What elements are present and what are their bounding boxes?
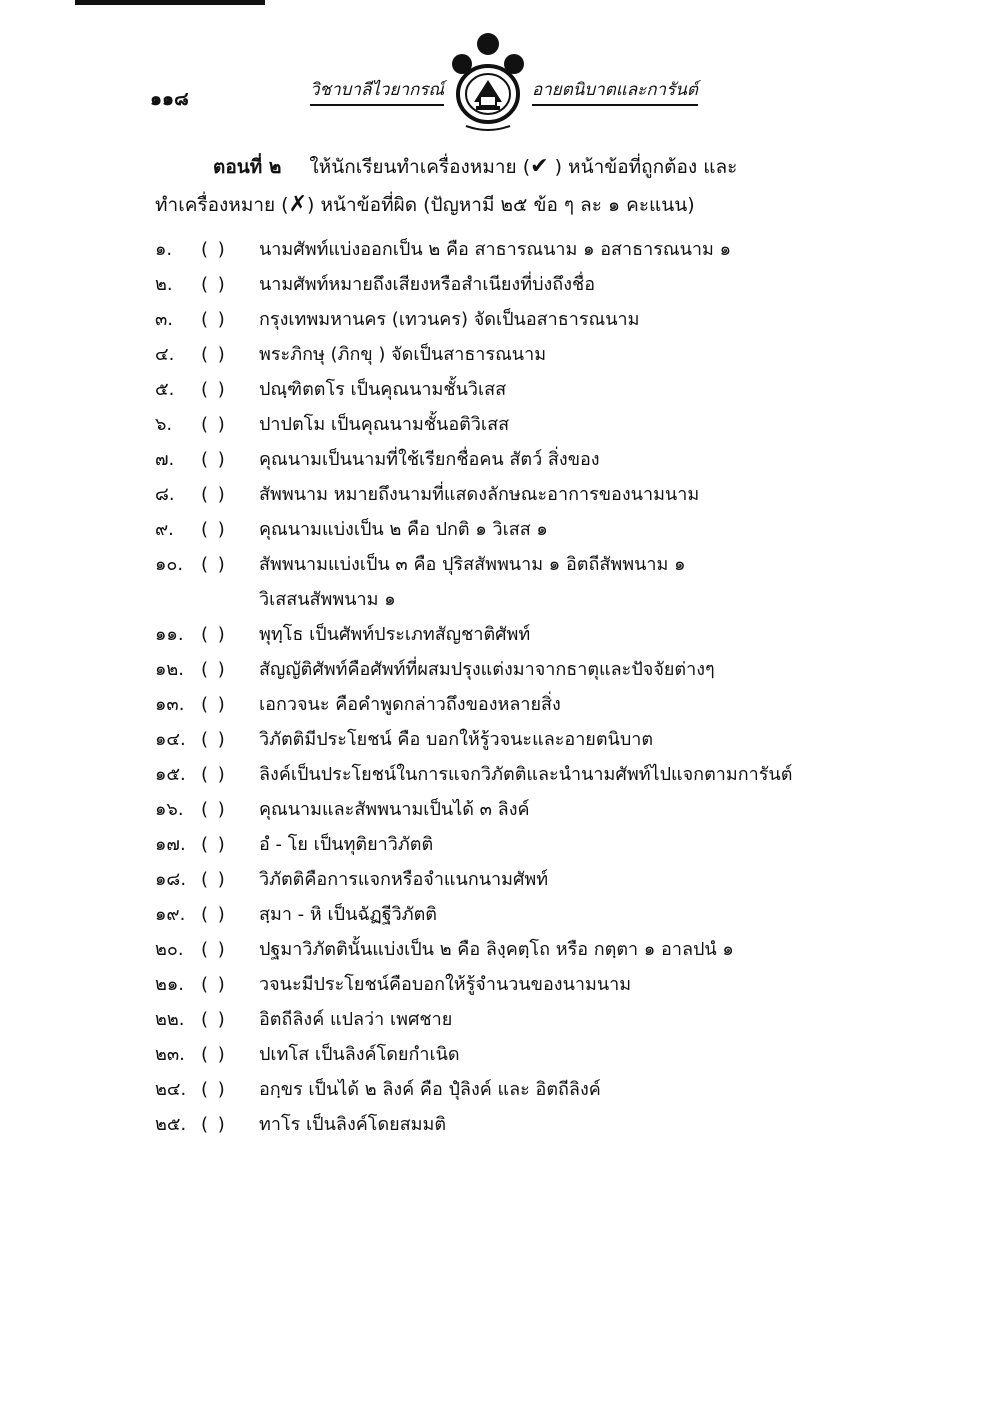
question-item xyxy=(155,792,855,827)
question-number: ๒๐. xyxy=(155,939,184,960)
question-number: ๑๗. xyxy=(155,834,186,855)
question-text: ปณฺฑิตตโร เป็นคุณนามชั้นวิเสส xyxy=(259,379,507,400)
answer-blank[interactable]: ( ) xyxy=(201,624,227,645)
answer-blank[interactable]: ( ) xyxy=(201,274,227,295)
answer-blank[interactable]: ( ) xyxy=(201,519,227,540)
question-text: สัญญัติศัพท์คือศัพท์ที่ผสมปรุงแต่งมาจากธาตุและปัจจัยต่างๆ xyxy=(259,659,715,680)
instructions-block xyxy=(155,148,845,224)
answer-blank[interactable]: ( ) xyxy=(201,694,227,715)
answer-blank[interactable]: ( ) xyxy=(201,484,227,505)
answer-blank[interactable]: ( ) xyxy=(201,239,227,260)
question-number: ๒๓. xyxy=(155,1044,185,1065)
question-number: ๙. xyxy=(155,519,174,540)
question-item xyxy=(155,967,855,1002)
question-text: อํ - โย เป็นทุติยาวิภัตติ xyxy=(259,834,434,855)
answer-blank[interactable]: ( ) xyxy=(201,659,227,680)
question-number: ๑๑. xyxy=(155,624,184,645)
page-header xyxy=(0,60,1000,140)
question-text: สัพพนามแบ่งเป็น ๓ คือ ปุริสสัพพนาม ๑ อิตถีสัพพนาม ๑ xyxy=(259,554,686,575)
chapter-title: อายตนิบาตและการันต์ xyxy=(532,76,698,106)
question-item xyxy=(155,547,855,582)
question-item xyxy=(155,932,855,967)
answer-blank[interactable]: ( ) xyxy=(201,939,227,960)
question-number: ๓. xyxy=(155,309,174,330)
question-item xyxy=(155,1002,855,1037)
question-item xyxy=(155,652,855,687)
page-number: ๑๑๘ xyxy=(150,88,189,110)
question-item xyxy=(155,862,855,897)
question-text: สฺมา - หิ เป็นฉัฏฐีวิภัตติ xyxy=(259,904,437,925)
question-text: วจนะมีประโยชน์คือบอกให้รู้จำนวนของนามนาม xyxy=(259,974,632,995)
answer-blank[interactable]: ( ) xyxy=(201,834,227,855)
question-text: นามศัพท์หมายถึงเสียงหรือสำเนียงที่บ่งถึงชื่อ xyxy=(259,274,596,295)
question-text-continuation: วิเสสนสัพพนาม ๑ xyxy=(259,589,396,610)
question-text: อิตถีลิงค์ แปลว่า เพศชาย xyxy=(259,1009,453,1030)
question-text: กรุงเทพมหานคร (เทวนคร) จัดเป็นอสาธารณนาม xyxy=(259,309,640,330)
question-text: อกฺขร เป็นได้ ๒ ลิงค์ คือ ปุํลิงค์ และ อิตถีลิงค์ xyxy=(259,1079,601,1100)
question-text: คุณนามแบ่งเป็น ๒ คือ ปกติ ๑ วิเสส ๑ xyxy=(259,519,548,540)
question-number: ๒. xyxy=(155,274,173,295)
question-item xyxy=(155,442,855,477)
question-item xyxy=(155,512,855,547)
instructions-line-2 xyxy=(155,186,845,224)
question-number: ๘. xyxy=(155,484,175,505)
question-text: ปเทโส เป็นลิงค์โดยกำเนิด xyxy=(259,1044,460,1065)
instructions-text-1a: ให้นักเรียนทำเครื่องหมาย ( xyxy=(309,156,531,178)
question-number: ๖. xyxy=(155,414,173,435)
question-number: ๗. xyxy=(155,449,175,470)
question-item xyxy=(155,267,855,302)
question-number: ๑. xyxy=(155,239,173,260)
question-item xyxy=(155,407,855,442)
question-item xyxy=(155,232,855,267)
question-text: ปาปตโม เป็นคุณนามชั้นอติวิเสส xyxy=(259,414,510,435)
question-item xyxy=(155,302,855,337)
question-text: คุณนามเป็นนามที่ใช้เรียกชื่อคน สัตว์ สิ่งของ xyxy=(259,449,600,470)
question-item xyxy=(155,722,855,757)
answer-blank[interactable]: ( ) xyxy=(201,1079,227,1100)
question-text: คุณนามและสัพพนามเป็นได้ ๓ ลิงค์ xyxy=(259,799,530,820)
question-item xyxy=(155,757,855,792)
answer-blank[interactable]: ( ) xyxy=(201,309,227,330)
answer-blank[interactable]: ( ) xyxy=(201,554,227,575)
question-text: ลิงค์เป็นประโยชน์ในการแจกวิภัตติและนำนามศัพท์ไปแจกตามการันต์ xyxy=(259,764,793,785)
question-item xyxy=(155,617,855,652)
question-item xyxy=(155,337,855,372)
answer-blank[interactable]: ( ) xyxy=(201,379,227,400)
answer-blank[interactable]: ( ) xyxy=(201,449,227,470)
question-number: ๑๓. xyxy=(155,694,185,715)
part-label: ตอนที่ ๒ xyxy=(213,156,282,178)
answer-blank[interactable]: ( ) xyxy=(201,1044,227,1065)
question-text: ปฐมาวิภัตตินั้นแบ่งเป็น ๒ คือ ลิงฺคตฺโถ หรือ กตฺตา ๑ อาลปนํ ๑ xyxy=(259,939,734,960)
question-text: นามศัพท์แบ่งออกเป็น ๒ คือ สาธารณนาม ๑ อสาธารณนาม ๑ xyxy=(259,239,732,260)
instructions-text-2a: ทำเครื่องหมาย ( xyxy=(155,194,289,216)
question-number: ๒๕. xyxy=(155,1114,187,1135)
top-rule xyxy=(75,0,265,5)
question-item xyxy=(155,827,855,862)
question-number: ๑๒. xyxy=(155,659,185,680)
answer-blank[interactable]: ( ) xyxy=(201,904,227,925)
answer-blank[interactable]: ( ) xyxy=(201,974,227,995)
answer-blank[interactable]: ( ) xyxy=(201,869,227,890)
instructions-line-1 xyxy=(155,148,845,186)
question-item xyxy=(155,372,855,407)
question-number: ๒๔. xyxy=(155,1079,187,1100)
question-item xyxy=(155,687,855,722)
question-item xyxy=(155,1037,855,1072)
answer-blank[interactable]: ( ) xyxy=(201,344,227,365)
question-number: ๑๐. xyxy=(155,554,184,575)
question-text: วิภัตติมีประโยชน์ คือ บอกให้รู้วจนะและอายตนิบาต xyxy=(259,729,654,750)
answer-blank[interactable]: ( ) xyxy=(201,799,227,820)
question-text: วิภัตติคือการแจกหรือจำแนกนามศัพท์ xyxy=(259,869,549,890)
question-item xyxy=(155,1072,855,1107)
answer-blank[interactable]: ( ) xyxy=(201,764,227,785)
check-mark-icon: ✔ xyxy=(530,154,549,179)
institution-seal-icon xyxy=(446,30,530,134)
question-item xyxy=(155,1107,855,1142)
answer-blank[interactable]: ( ) xyxy=(201,414,227,435)
question-text: เอกวจนะ คือคำพูดกล่าวถึงของหลายสิ่ง xyxy=(259,694,561,715)
question-number: ๑๖. xyxy=(155,799,184,820)
question-number: ๒๒. xyxy=(155,1009,185,1030)
question-number: ๕. xyxy=(155,379,175,400)
question-number: ๑๙. xyxy=(155,904,186,925)
question-text: พุทฺโธ เป็นศัพท์ประเภทสัญชาติศัพท์ xyxy=(259,624,531,645)
cross-mark-icon: ✗ xyxy=(288,192,308,217)
instructions-text-2b: ) หน้าข้อที่ผิด (ปัญหามี ๒๕ ข้อ ๆ ละ ๑ คะแนน) xyxy=(307,194,695,216)
question-list xyxy=(155,232,855,1142)
question-number: ๒๑. xyxy=(155,974,185,995)
answer-blank[interactable]: ( ) xyxy=(201,1114,227,1135)
question-number: ๑๕. xyxy=(155,764,186,785)
question-item xyxy=(155,897,855,932)
answer-blank[interactable]: ( ) xyxy=(201,1009,227,1030)
question-text: พระภิกษุ (ภิกขุ ) จัดเป็นสาธารณนาม xyxy=(259,344,547,365)
question-item xyxy=(155,477,855,512)
question-text: สัพพนาม หมายถึงนามที่แสดงลักษณะอาการของนามนาม xyxy=(259,484,700,505)
answer-blank[interactable]: ( ) xyxy=(201,729,227,750)
question-number: ๑๘. xyxy=(155,869,187,890)
instructions-text-1b: ) หน้าข้อที่ถูกต้อง และ xyxy=(554,156,738,178)
subject-title: วิชาบาลีไวยากรณ์ xyxy=(310,76,444,106)
question-number: ๑๔. xyxy=(155,729,186,750)
question-number: ๔. xyxy=(155,344,175,365)
question-text: ทาโร เป็นลิงค์โดยสมมติ xyxy=(259,1114,447,1135)
